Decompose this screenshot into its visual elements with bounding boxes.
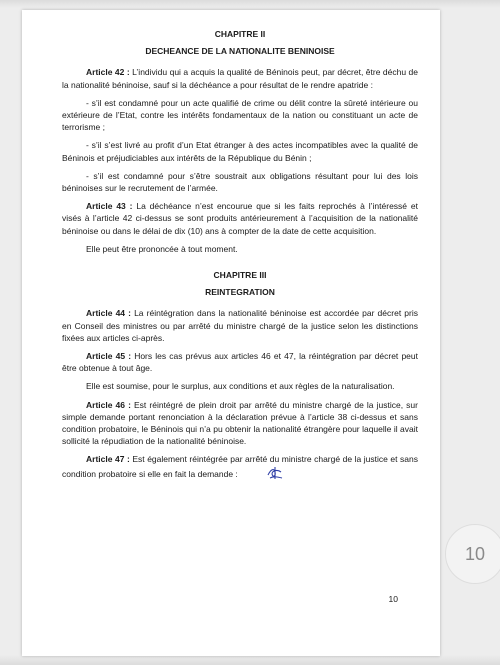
article-43 [62, 200, 418, 237]
article-44 [62, 307, 418, 344]
article-44-label: Article 44 : [86, 308, 131, 319]
article-43-label: Article 43 : [86, 201, 133, 212]
article-45-followup: Elle est soumise, pour le surplus, aux conditions et aux règles de la naturalisation. [86, 381, 395, 392]
article-46 [62, 399, 418, 448]
article-45-label: Article 45 : [86, 351, 132, 362]
chapter-3-label: CHAPITRE III [213, 270, 267, 281]
article-42-item: - s’il s’est livré au profit d’un Etat étranger à des actes incompatibles avec la qualité de Béninois et préjudiciables aux intérêts de la République du Bénin ; [62, 140, 418, 163]
article-45 [62, 350, 418, 374]
article-42-item: - s’il est condamné pour un acte qualifié de crime ou délit contre la sûreté intérieure ou extérieure de l’Etat, contre les intérêts fondamentaux de la nation ou constituant un acte de terrorisme ; [62, 97, 418, 133]
page-content [62, 28, 418, 489]
chapter-2-title: DECHEANCE DE LA NATIONALITE BENINOISE [145, 46, 335, 57]
chapter-2-label: CHAPITRE II [214, 29, 266, 39]
chapter-3-title: REINTEGRATION [205, 287, 275, 298]
article-47-label: Article 47 : [86, 454, 130, 465]
article-43-text: La déchéance n’est encourue que si les faits reprochés à l’intéressé et visés à l’article 42 ci-dessus se sont produits antérieurement à l’acquisition de la nationalité béninoise ou dans le délai de dix (10) ans à compter de la date de cette acquisition. [62, 201, 418, 236]
document-page [22, 10, 440, 656]
article-43-followup: Elle peut être prononcée à tout moment. [86, 243, 238, 254]
article-47-text: Est également réintégrée par arrêté du ministre chargé de la justice et sans condition probatoire si elle en fait la demande : [62, 454, 418, 479]
article-47 [62, 453, 418, 482]
article-44-text: La réintégration dans la nationalité béninoise est accordée par décret pris en Conseil des ministres ou par arrêté du ministre chargé de la justice selon les distinctions fixées aux articles ci-après. [62, 308, 418, 343]
article-42 [62, 66, 418, 90]
article-42-label: Article 42 : [86, 67, 130, 78]
article-42-text: L’individu qui a acquis la qualité de Béninois peut, par décret, être déchu de la nationalité béninoise, sauf si la déchéance a pour résultat de le rendre apatride : [62, 67, 418, 90]
article-42-item: - s’il est condamné pour s’être soustrait aux obligations résultant pour lui des lois béninoises sur le recrutement de l’armée. [62, 170, 418, 194]
page-number: 10 [388, 594, 398, 604]
handwritten-initial-icon [242, 466, 284, 483]
article-45-text: Hors les cas prévus aux articles 46 et 47, la réintégration par décret peut être obtenue à tout âge. [62, 351, 418, 374]
page-indicator-badge[interactable]: 10 [445, 524, 500, 584]
article-46-text: Est réintégré de plein droit par arrêté du ministre chargé de la justice, sur simple demande portant renonciation à la déclaration prévue à l’article 38 ci-dessus et sans condition probatoire, le Béninois qui n’a pu obtenir la nationalité étrangère pour laquelle il avait sollicité la répudiation de la nationalité béninoise. [62, 399, 418, 447]
article-46-label: Article 46 : [86, 399, 131, 410]
